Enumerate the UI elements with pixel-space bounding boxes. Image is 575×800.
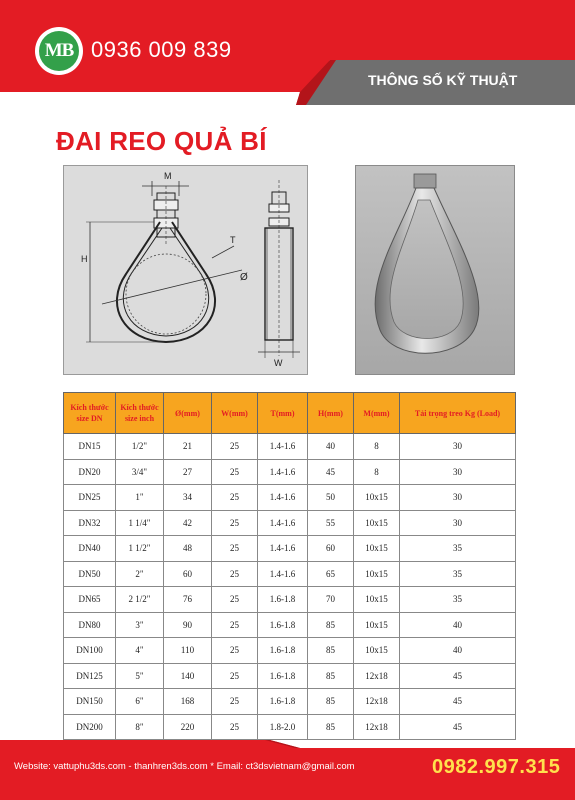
cell-size-dn: DN32 xyxy=(64,510,116,536)
spec-table-body xyxy=(64,434,516,740)
cell-size-dn: DN25 xyxy=(64,485,116,511)
cell-bolt: 10x15 xyxy=(354,485,400,511)
cell-diameter: 76 xyxy=(164,587,212,613)
cell-thickness: 1.4-1.6 xyxy=(258,561,308,587)
cell-size-dn: DN125 xyxy=(64,663,116,689)
cell-height: 45 xyxy=(308,459,354,485)
cell-diameter: 27 xyxy=(164,459,212,485)
cell-size-dn: DN150 xyxy=(64,689,116,715)
cell-load: 45 xyxy=(400,663,516,689)
cell-bolt: 10x15 xyxy=(354,536,400,562)
table-row xyxy=(64,561,516,587)
cell-size-dn: DN100 xyxy=(64,638,116,664)
cell-size-inch: 2" xyxy=(116,561,164,587)
col-header-width: W(mm) xyxy=(212,393,258,434)
table-row xyxy=(64,638,516,664)
cell-width: 25 xyxy=(212,714,258,740)
table-header-row xyxy=(64,393,516,434)
logo-text: MB xyxy=(39,31,79,71)
cell-width: 25 xyxy=(212,510,258,536)
table-row xyxy=(64,510,516,536)
cell-bolt: 8 xyxy=(354,459,400,485)
cell-height: 85 xyxy=(308,714,354,740)
cell-size-inch: 4" xyxy=(116,638,164,664)
table-row xyxy=(64,612,516,638)
cell-thickness: 1.4-1.6 xyxy=(258,485,308,511)
cell-thickness: 1.6-1.8 xyxy=(258,689,308,715)
product-title: ĐAI REO QUẢ BÍ xyxy=(56,126,267,156)
section-title: THÔNG SỐ KỸ THUẬT xyxy=(368,72,518,88)
cell-size-dn: DN40 xyxy=(64,536,116,562)
cell-bolt: 12x18 xyxy=(354,714,400,740)
table-row xyxy=(64,714,516,740)
cell-height: 60 xyxy=(308,536,354,562)
footer-banner xyxy=(0,740,575,800)
label-t: T xyxy=(230,235,236,245)
cell-size-inch: 1" xyxy=(116,485,164,511)
cell-height: 65 xyxy=(308,561,354,587)
cell-diameter: 220 xyxy=(164,714,212,740)
cell-size-dn: DN80 xyxy=(64,612,116,638)
logo xyxy=(35,27,83,75)
cell-diameter: 21 xyxy=(164,434,212,460)
cell-width: 25 xyxy=(212,536,258,562)
label-w: W xyxy=(274,358,283,368)
table-row xyxy=(64,689,516,715)
col-header-size-inch: Kích thước size inch xyxy=(116,393,164,434)
cell-load: 40 xyxy=(400,612,516,638)
col-header-bolt: M(mm) xyxy=(354,393,400,434)
cell-diameter: 110 xyxy=(164,638,212,664)
label-phi: Ø xyxy=(240,272,248,283)
cell-size-inch: 6" xyxy=(116,689,164,715)
cell-bolt: 10x15 xyxy=(354,638,400,664)
col-header-height: H(mm) xyxy=(308,393,354,434)
cell-size-inch: 3" xyxy=(116,612,164,638)
cell-size-dn: DN15 xyxy=(64,434,116,460)
cell-bolt: 10x15 xyxy=(354,561,400,587)
table-row xyxy=(64,485,516,511)
col-header-size-dn: Kích thước size DN xyxy=(64,393,116,434)
label-h: H xyxy=(81,254,88,264)
cell-height: 40 xyxy=(308,434,354,460)
cell-diameter: 90 xyxy=(164,612,212,638)
cell-height: 85 xyxy=(308,663,354,689)
table-row xyxy=(64,587,516,613)
footer-phone: 0982.997.315 xyxy=(432,756,561,778)
cell-width: 25 xyxy=(212,612,258,638)
cell-size-inch: 1 1/2" xyxy=(116,536,164,562)
cell-height: 85 xyxy=(308,638,354,664)
footer-contact: Website: vattuphu3ds.com - thanhren3ds.com * Email: ct3dsvietnam@gmail.com xyxy=(14,761,355,772)
cell-load: 30 xyxy=(400,434,516,460)
cell-thickness: 1.4-1.6 xyxy=(258,510,308,536)
cell-height: 70 xyxy=(308,587,354,613)
cell-bolt: 8 xyxy=(354,434,400,460)
header-background xyxy=(0,0,575,105)
cell-thickness: 1.4-1.6 xyxy=(258,536,308,562)
cell-load: 45 xyxy=(400,714,516,740)
col-header-thickness: T(mm) xyxy=(258,393,308,434)
table-row xyxy=(64,663,516,689)
cell-size-inch: 5" xyxy=(116,663,164,689)
spec-table xyxy=(63,392,516,740)
cell-size-inch: 1 1/4" xyxy=(116,510,164,536)
table-row xyxy=(64,434,516,460)
cell-bolt: 10x15 xyxy=(354,612,400,638)
cell-load: 35 xyxy=(400,587,516,613)
cell-height: 55 xyxy=(308,510,354,536)
technical-drawing xyxy=(63,165,308,375)
cell-bolt: 12x18 xyxy=(354,663,400,689)
table-row xyxy=(64,536,516,562)
header-banner xyxy=(0,0,575,105)
cell-load: 30 xyxy=(400,510,516,536)
cell-diameter: 168 xyxy=(164,689,212,715)
cell-thickness: 1.6-1.8 xyxy=(258,612,308,638)
cell-bolt: 12x18 xyxy=(354,689,400,715)
cell-size-dn: DN200 xyxy=(64,714,116,740)
cell-thickness: 1.4-1.6 xyxy=(258,459,308,485)
cell-diameter: 60 xyxy=(164,561,212,587)
cell-width: 25 xyxy=(212,587,258,613)
cell-width: 25 xyxy=(212,638,258,664)
cell-load: 45 xyxy=(400,689,516,715)
cell-thickness: 1.6-1.8 xyxy=(258,663,308,689)
cell-diameter: 140 xyxy=(164,663,212,689)
cell-size-inch: 1/2" xyxy=(116,434,164,460)
cell-height: 85 xyxy=(308,689,354,715)
label-m: M xyxy=(164,171,172,181)
cell-diameter: 48 xyxy=(164,536,212,562)
cell-bolt: 10x15 xyxy=(354,510,400,536)
cell-height: 85 xyxy=(308,612,354,638)
product-photo xyxy=(355,165,515,375)
cell-size-inch: 3/4" xyxy=(116,459,164,485)
cell-width: 25 xyxy=(212,485,258,511)
cell-thickness: 1.4-1.6 xyxy=(258,434,308,460)
cell-load: 35 xyxy=(400,536,516,562)
cell-height: 50 xyxy=(308,485,354,511)
cell-width: 25 xyxy=(212,561,258,587)
cell-size-inch: 2 1/2" xyxy=(116,587,164,613)
photo-svg xyxy=(356,166,514,374)
cell-width: 25 xyxy=(212,434,258,460)
cell-bolt: 10x15 xyxy=(354,587,400,613)
cell-size-inch: 8" xyxy=(116,714,164,740)
cell-thickness: 1.8-2.0 xyxy=(258,714,308,740)
cell-load: 30 xyxy=(400,459,516,485)
cell-thickness: 1.6-1.8 xyxy=(258,638,308,664)
cell-width: 25 xyxy=(212,459,258,485)
drawing-svg xyxy=(64,166,307,374)
cell-load: 30 xyxy=(400,485,516,511)
col-header-diameter: Ø(mm) xyxy=(164,393,212,434)
col-header-load: Tải trọng treo Kg (Load) xyxy=(400,393,516,434)
cell-width: 25 xyxy=(212,663,258,689)
cell-load: 40 xyxy=(400,638,516,664)
cell-size-dn: DN65 xyxy=(64,587,116,613)
cell-load: 35 xyxy=(400,561,516,587)
cell-width: 25 xyxy=(212,689,258,715)
cell-thickness: 1.6-1.8 xyxy=(258,587,308,613)
header-phone: 0936 009 839 xyxy=(91,37,232,62)
cell-size-dn: DN20 xyxy=(64,459,116,485)
cell-diameter: 42 xyxy=(164,510,212,536)
cell-diameter: 34 xyxy=(164,485,212,511)
cell-size-dn: DN50 xyxy=(64,561,116,587)
table-row xyxy=(64,459,516,485)
